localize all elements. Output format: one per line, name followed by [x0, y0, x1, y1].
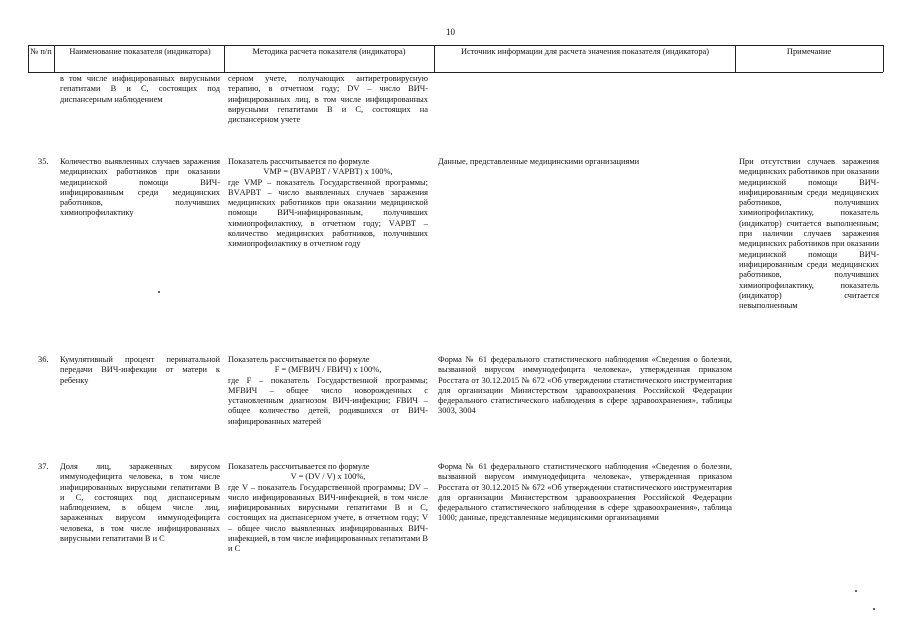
- row-continued-name: в том числе инфицированных вирусными гепатитами В и С, состоящих под диспансерным наблюдением: [60, 74, 220, 104]
- row-35-name: Количество выявленных случаев заражения медицинских работников при оказании медицинской помощи ВИЧ-инфицированным среди медицинских работников, получивших химиопрофилактику: [60, 157, 220, 218]
- row-37-source: Форма № 61 федерального статистического наблюдения «Сведения о болезни, вызванной вирусом иммунодефицита человека», утвержденная приказом Росстата от 30.12.2015 № 672 «Об утверждении статистического инструментария для организации Министерством здравоохранения Российской Федерации федерального статистического наблюдения в сфере здравоохранения», таблица 1000; данные, представленные медицинскими организациями: [438, 462, 732, 523]
- formula-explanation: где VМР – показатель Государственной программы; BVАРВТ – число выявленных случаев заражения медицинских работников при оказании медицинской помощи ВИЧ-инфицированным, получивших химиопрофилактику, в отчетном году; VАРВТ – количество медицинских работников, получивших химиопрофилактику в отчетном году: [228, 177, 428, 249]
- row-36-source: Форма № 61 федерального статистического наблюдения «Сведения о болезни, вызванной вирусом иммунодефицита человека», утвержденная приказом Росстата от 30.12.2015 № 672 «Об утверждении статистического инструментария для организации Министерством здравоохранения Российской Федерации федерального статистического наблюдения в сфере здравоохранения», таблицы 3003, 3004: [438, 355, 732, 416]
- row-35-method: [228, 157, 428, 250]
- header-divider: [434, 45, 435, 72]
- scan-speck: [855, 590, 857, 592]
- header-border: [28, 45, 29, 72]
- formula-explanation: где F – показатель Государственной программы; MFВИЧ – общее число новорожденных с установленным диагнозом ВИЧ-инфекции; FВИЧ – общее количество детей, родившихся от ВИЧ-инфицированных матерей: [228, 375, 428, 426]
- header-source: Источник информации для расчета значения показателя (индикатора): [460, 47, 710, 56]
- row-35-source: Данные, представленные медицинскими организациями: [438, 157, 640, 166]
- scan-speck: [158, 291, 160, 293]
- header-border: [883, 45, 884, 72]
- formula-explanation: где V – показатель Государственной программы; DV – число инфицированных ВИЧ-инфекцией, в том числе инфицированных вирусными гепатитами В и С, состоящих на диспансерном учете, в отчетном году; V – общее число выявленных инфицированных ВИЧ-инфекцией, в том числе инфицированных гепатитами В и С: [228, 482, 428, 554]
- page-number: 10: [446, 27, 455, 37]
- scan-speck: [873, 608, 875, 610]
- row-36-name: Кумулятивный процент перинатальной передачи ВИЧ-инфекции от матери к ребенку: [60, 355, 220, 385]
- header-methodology: Методика расчета показателя (индикатора): [252, 47, 406, 56]
- header-divider: [224, 45, 225, 72]
- row-36-method: [228, 355, 428, 427]
- row-35-number: 35.: [38, 157, 49, 166]
- header-bottom-rule: [28, 72, 883, 73]
- formula: V = (DV / V) x 100%,: [290, 472, 366, 482]
- row-35-note: При отсутствии случаев заражения медицинских работников при оказании медицинской помощи ВИЧ-инфицированным среди медицинских работников, получивших химиопрофилактику, показатель (индикатор) считается выполненным; при наличии случаев заражения медицинских работников при оказании медицинской помощи ВИЧ-инфицированным среди медицинских работников, получивших химиопрофилактику, показатель (индикатор) считается невыполненным: [739, 157, 879, 311]
- formula: VMP = (BVАРВТ / VАРВТ) x 100%,: [263, 167, 393, 177]
- row-37-name: Доля лиц, зараженных вирусом иммунодефицита человека, в том числе инфицированных вирусными гепатитами В и С, состоящих под диспансерным наблюдением, в общем числе лиц, зараженных вирусом иммунодефицита человека, в том числе инфицированных вирусными гепатитами В и С: [60, 462, 220, 544]
- row-37-number: 37.: [38, 462, 49, 471]
- header-note: Примечание: [786, 47, 832, 56]
- header-number: № п/п: [30, 47, 52, 56]
- header-divider: [54, 45, 55, 72]
- formula-intro: Показатель рассчитывается по формуле: [228, 157, 370, 166]
- formula-intro: Показатель рассчитывается по формуле: [228, 355, 370, 364]
- row-36-number: 36.: [38, 355, 49, 364]
- header-top-rule: [28, 45, 883, 46]
- formula: F = (MFВИЧ / FВИЧ) x 100%,: [274, 365, 382, 375]
- row-37-method: [228, 462, 428, 555]
- row-continued-method: серном учете, получающих антиретровирусную терапию, в отчетном году; DV – число ВИЧ-инфицированных лиц, в том числе инфицированных вирусными гепатитами В и С, состоящих на диспансерном учете: [228, 74, 428, 125]
- header-indicator-name: Наименование показателя (индикатора): [69, 47, 211, 56]
- header-divider: [735, 45, 736, 72]
- formula-intro: Показатель рассчитывается по формуле: [228, 462, 370, 471]
